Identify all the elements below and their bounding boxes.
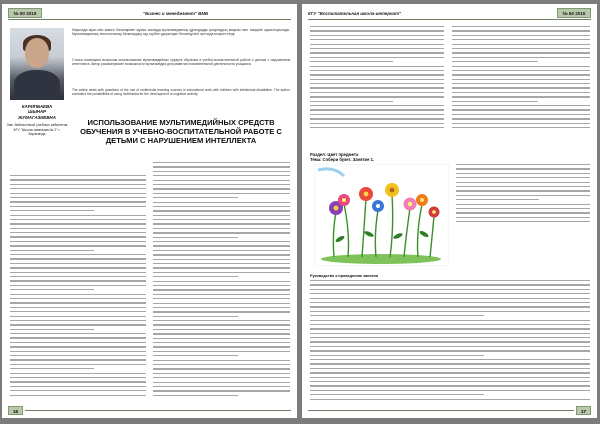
text-line (452, 96, 590, 97)
author-name (6, 104, 68, 120)
text-line (153, 333, 290, 334)
text-line (310, 337, 590, 338)
page-number: 17 (576, 406, 591, 415)
text-line (310, 92, 444, 93)
text-line (10, 197, 146, 198)
text-line (10, 298, 146, 299)
text-line (10, 294, 146, 295)
text-line (456, 168, 590, 169)
text-line (10, 188, 146, 189)
text-line (153, 338, 290, 339)
text-line (153, 364, 290, 365)
text-line (310, 66, 444, 67)
body-text-column-right (452, 26, 590, 136)
text-line (310, 280, 590, 281)
text-line (310, 394, 484, 395)
author-affiliation: Зав. библиотекой учебных кабинетов КГУ "Школа-гимназия № 2" г. Караганда (6, 123, 68, 137)
text-line (153, 245, 290, 246)
text-line (153, 237, 238, 238)
body-text-full-width (310, 280, 590, 404)
text-line (153, 180, 290, 181)
text-line (10, 346, 146, 347)
text-line (310, 96, 444, 97)
text-line (153, 162, 290, 163)
running-title: КГУ "Воспитательная школа-интернат" (308, 11, 402, 16)
text-line (10, 184, 146, 185)
body-text-column-right (153, 162, 290, 403)
text-line (310, 74, 444, 75)
text-line (310, 359, 590, 360)
text-line (153, 360, 290, 361)
text-line (452, 57, 590, 58)
text-line (10, 267, 146, 268)
text-line (10, 263, 146, 264)
header-rule (308, 19, 591, 20)
text-line (153, 395, 238, 396)
text-line (310, 289, 590, 290)
text-line (456, 204, 590, 205)
text-line (10, 250, 94, 251)
text-line (10, 272, 146, 273)
text-line (153, 289, 290, 290)
right-page-header (308, 8, 591, 20)
text-line (310, 306, 590, 307)
text-line (310, 390, 590, 391)
text-line (153, 311, 290, 312)
text-line (153, 377, 290, 378)
text-line (310, 298, 590, 299)
text-line (10, 206, 146, 207)
page-number: 16 (8, 406, 23, 415)
body-text-column-left (10, 175, 146, 403)
text-line (10, 179, 146, 180)
text-line (310, 57, 444, 58)
text-line (310, 284, 590, 285)
text-line (452, 44, 590, 45)
running-title: "Бизнес и менеджмент" ВМБ (143, 11, 209, 16)
text-line (10, 254, 146, 255)
text-line (310, 385, 590, 386)
text-line (10, 219, 146, 220)
text-line (153, 307, 290, 308)
text-line (310, 39, 444, 40)
text-line (153, 368, 290, 369)
flower-bouquet-illustration (314, 164, 449, 266)
text-line (10, 223, 146, 224)
text-line (153, 267, 290, 268)
text-line (10, 236, 146, 237)
abstract-kz: Мақалада ақыл-ойы кемісті балалармен жұмыс жасауда мультимедиялық құралдарды қолданудың маңызы мен тиімділігі қарастырылады. Мультимедиялық технологиялар балалардың оқу-тәрбие үдерісіндегі белсенділігін арттыруға ықпал етеді. (72, 28, 290, 37)
text-line (10, 258, 146, 259)
text-line (153, 171, 290, 172)
issue-badge: № 60 2016 (8, 8, 42, 18)
text-line (452, 66, 590, 67)
footer-rule (25, 410, 291, 411)
text-line (456, 221, 590, 222)
left-page (2, 4, 297, 418)
text-line (10, 368, 94, 369)
text-line (153, 329, 290, 330)
text-line (10, 316, 146, 317)
text-line (10, 377, 146, 378)
text-line (153, 324, 290, 325)
text-line (310, 346, 590, 347)
text-line (153, 197, 238, 198)
text-line (10, 342, 146, 343)
author-photo (10, 28, 64, 100)
author-name-line: ЖУМАГАЗИЕВНА (18, 114, 56, 120)
text-line (153, 188, 290, 189)
text-line (456, 190, 590, 191)
text-line (310, 381, 590, 382)
figure-caption-text (456, 164, 590, 226)
author-name-line: КАРИПБАЕВА (21, 104, 53, 109)
text-line (10, 333, 146, 334)
text-line (310, 101, 393, 102)
text-line (153, 228, 290, 229)
text-line (10, 228, 146, 229)
text-line (310, 377, 590, 378)
text-line (456, 186, 590, 187)
text-line (10, 241, 146, 242)
text-line (153, 250, 290, 251)
text-line (452, 118, 590, 119)
text-line (456, 212, 590, 213)
section-subheading: Руководство к проведению занятия (310, 274, 378, 278)
text-line (310, 311, 590, 312)
text-line (10, 232, 146, 233)
text-line (310, 123, 444, 124)
text-line (10, 215, 146, 216)
text-line (10, 364, 146, 365)
text-line (153, 184, 290, 185)
text-line (10, 395, 146, 396)
text-line (310, 328, 590, 329)
left-page-footer (8, 405, 291, 415)
text-line (310, 105, 444, 106)
text-line (153, 263, 290, 264)
text-line (310, 302, 590, 303)
text-line (310, 333, 590, 334)
text-line (310, 109, 444, 110)
text-line (310, 320, 590, 321)
body-text-column-left (310, 26, 444, 136)
text-line (153, 346, 290, 347)
text-line (456, 195, 590, 196)
text-line (10, 320, 146, 321)
text-line (153, 285, 290, 286)
text-line (153, 298, 290, 299)
text-line (452, 87, 590, 88)
text-line (153, 193, 290, 194)
text-line (10, 359, 146, 360)
text-line (452, 83, 590, 84)
text-line (452, 109, 590, 110)
text-line (10, 280, 146, 281)
text-line (310, 61, 393, 62)
text-line (153, 166, 290, 167)
text-line (452, 48, 590, 49)
text-line (153, 276, 238, 277)
figure-topic-title: Тема: Собери букет. Занятие 1. (310, 157, 375, 162)
text-line (153, 294, 290, 295)
text-line (153, 215, 290, 216)
text-line (10, 285, 146, 286)
text-line (452, 70, 590, 71)
text-line (452, 123, 590, 124)
text-line (153, 206, 290, 207)
text-line (10, 245, 146, 246)
text-line (456, 164, 590, 165)
text-line (10, 311, 146, 312)
text-line (153, 342, 290, 343)
text-line (452, 30, 590, 31)
text-line (10, 386, 146, 387)
text-line (310, 399, 590, 400)
text-line (310, 83, 444, 84)
text-line (10, 337, 146, 338)
text-line (456, 199, 539, 200)
footer-rule (308, 410, 574, 411)
text-line (153, 219, 290, 220)
article-title: ИСПОЛЬЗОВАНИЕ МУЛЬТИМЕДИЙНЫХ СРЕДСТВ ОБУЧЕНИЯ В УЧЕБНО-ВОСПИТАТЕЛЬНОЙ РАБОТЕ С ДЕТЬМИ С НАРУШЕНИЕМ ИНТЕЛЛЕКТА (80, 118, 282, 145)
text-line (310, 52, 444, 53)
text-line (153, 175, 290, 176)
text-line (310, 114, 444, 115)
text-line (153, 351, 290, 352)
text-line (452, 127, 590, 128)
text-line (452, 35, 590, 36)
text-line (452, 61, 538, 62)
text-line (153, 316, 238, 317)
issue-badge: № 60 2016 (557, 8, 591, 18)
text-line (452, 74, 590, 75)
text-line (153, 281, 290, 282)
right-page (302, 4, 597, 418)
text-line (153, 223, 290, 224)
text-line (452, 114, 590, 115)
text-line (10, 193, 146, 194)
text-line (310, 127, 444, 128)
text-line (10, 302, 146, 303)
text-line (153, 382, 290, 383)
text-line (10, 289, 94, 290)
text-line (10, 324, 146, 325)
abstract-ru: Статья посвящена вопросам использования мультимедийных средств обучения в учебно-воспитательной работе с детьми с нарушением интеллекта. Автор рассматривает возможности мультимедиа для развития познавательной деятельности учащихся. (72, 58, 290, 67)
text-line (310, 368, 590, 369)
text-line (153, 320, 290, 321)
abstract-en: The article deals with questions of the use of multimedia learning sources in educational work with children with intellectual disabilities. The author considers the possibilities of using multimedia for the development of cognitive activity. (72, 88, 290, 97)
text-line (310, 26, 444, 27)
text-line (452, 92, 590, 93)
text-line (153, 254, 290, 255)
text-line (456, 173, 590, 174)
text-line (153, 303, 290, 304)
text-line (153, 272, 290, 273)
text-line (153, 373, 290, 374)
text-line (310, 363, 590, 364)
text-line (153, 210, 290, 211)
text-line (10, 307, 146, 308)
text-line (310, 35, 444, 36)
text-line (456, 208, 590, 209)
text-line (10, 373, 146, 374)
text-line (310, 79, 444, 80)
text-line (310, 341, 590, 342)
header-rule (8, 19, 291, 20)
text-line (153, 390, 290, 391)
text-line (10, 276, 146, 277)
lesson-figure (310, 152, 590, 272)
text-line (310, 372, 590, 373)
text-line (310, 293, 590, 294)
text-line (310, 70, 444, 71)
text-line (310, 355, 484, 356)
text-line (10, 329, 94, 330)
text-line (310, 30, 444, 31)
text-line (452, 105, 590, 106)
text-line (10, 381, 146, 382)
text-line (310, 44, 444, 45)
text-line (452, 52, 590, 53)
text-line (153, 355, 238, 356)
text-line (310, 48, 444, 49)
text-line (456, 177, 590, 178)
text-line (452, 26, 590, 27)
text-line (10, 390, 146, 391)
text-line (10, 355, 146, 356)
text-line (153, 232, 290, 233)
text-line (456, 217, 590, 218)
text-line (452, 101, 538, 102)
text-line (153, 259, 290, 260)
text-line (153, 241, 290, 242)
text-line (310, 315, 484, 316)
right-page-footer (308, 405, 591, 415)
text-line (310, 350, 590, 351)
text-line (456, 182, 590, 183)
text-line (10, 351, 146, 352)
text-line (10, 210, 94, 211)
text-line (310, 87, 444, 88)
text-line (452, 39, 590, 40)
text-line (452, 79, 590, 80)
text-line (310, 324, 590, 325)
left-page-header (8, 8, 291, 20)
text-line (153, 386, 290, 387)
text-line (310, 118, 444, 119)
author-name-line: ШЫНАР (28, 109, 46, 115)
text-line (10, 201, 146, 202)
text-line (153, 202, 290, 203)
text-line (10, 175, 146, 176)
figure-section-title: Раздел: Цвет предмета (310, 152, 359, 157)
